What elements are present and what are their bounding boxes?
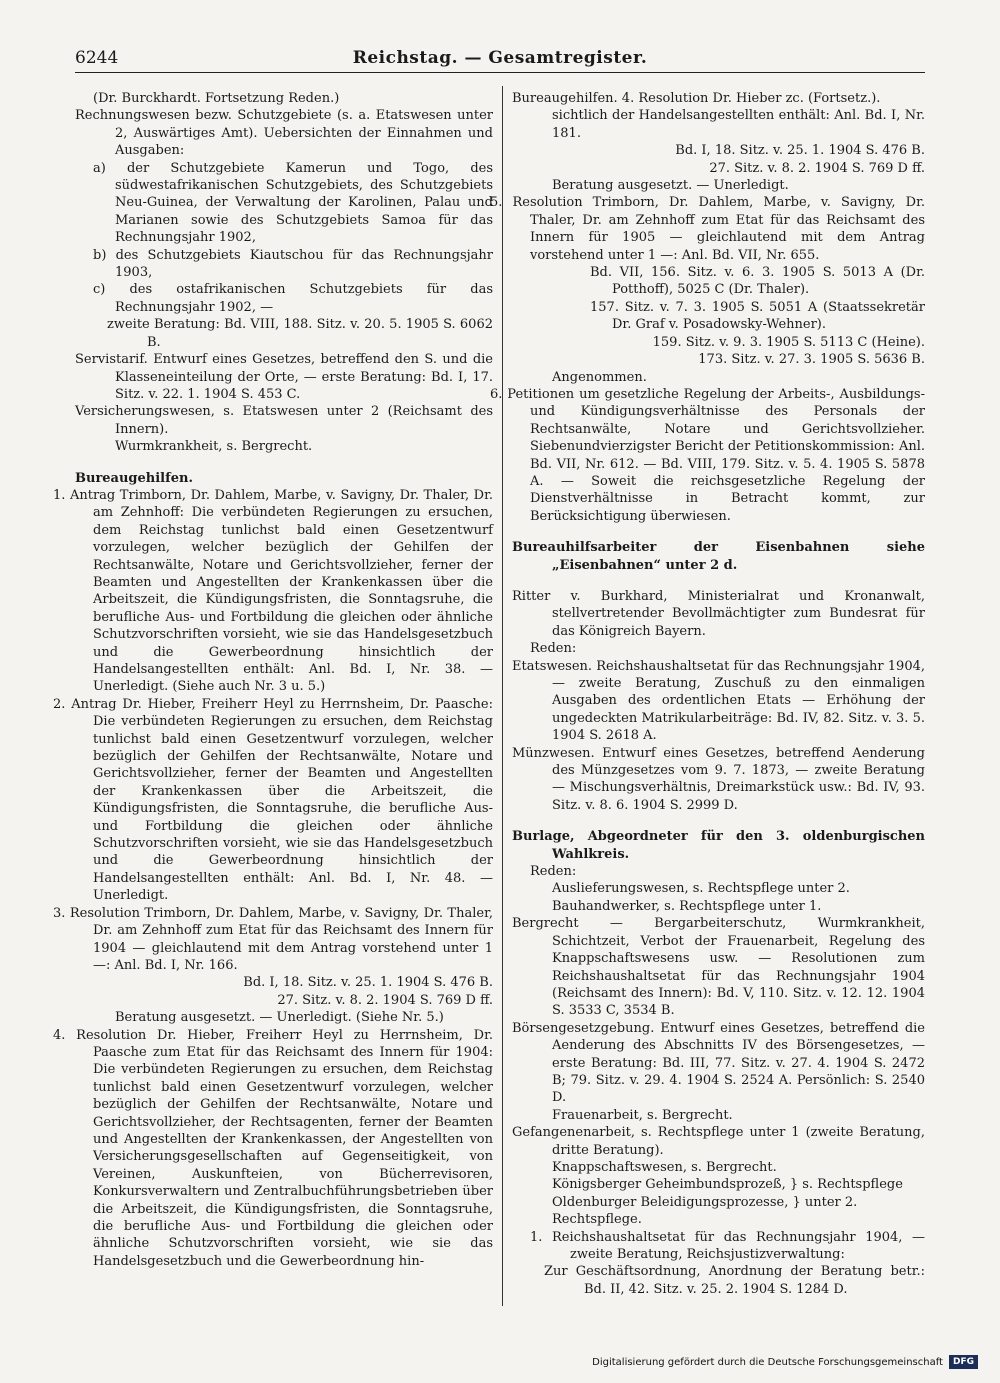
numbered-entry-1: 1. Reichshaushaltsetat für das Rechnungsjahr 1904, — zweite Beratung, Reichsjustizverwaltung: xyxy=(530,1229,925,1262)
reference-line: 173. Sitz. v. 27. 3. 1905 S. 5636 B. xyxy=(698,352,925,368)
reference-line: Zur Geschäftsordnung, Anordnung der Beratung betr.: Bd. II, 42. Sitz. v. 25. 2. 1904 S. 1284 D. xyxy=(544,1264,925,1297)
continuation-heading: Bureaugehilfen. 4. Resolution Dr. Hieber zc. (Fortsetz.). xyxy=(512,91,881,106)
speech-entry: Knappschaftswesen, s. Bergrecht. xyxy=(552,1159,777,1175)
continued-text: sichtlich der Handelsangestellten enthält: Anl. Bd. I, Nr. 181. xyxy=(552,108,925,141)
status-line: Beratung ausgesetzt. — Unerledigt. xyxy=(552,178,789,194)
reference-line: Bd. VII, 156. Sitz. v. 6. 3. 1905 S. 5013 A (Dr. Potthoff), 5025 C (Dr. Thaler). xyxy=(590,265,925,298)
speech-entry: Börsengesetzgebung. Entwurf eines Gesetzes, betreffend die Aenderung des Abschnitts IV des Börsengesetzes, — erste Beratung: Bd. III, 77. Sitz. v. 27. 4. 1904 S. 2472 B; 79. Sitz. v. 29. 4. 1904 S. 2524 A. Persönlich: S. 2540 D. xyxy=(512,1020,925,1106)
subentry-b: b) des Schutzgebiets Kiautschou für das Rechnungsjahr 1903, xyxy=(93,247,493,281)
entry-versicherungswesen: Versicherungswesen, s. Etatswesen unter 2 (Reichsamt des Innern). xyxy=(75,404,493,437)
continuation-heading: (Dr. Burckhardt. Fortsetzung Reden.) xyxy=(93,91,340,106)
speech-entry: Gefangenenarbeit, s. Rechtspflege unter 1 (zweite Beratung, dritte Beratung). xyxy=(512,1125,925,1158)
footer xyxy=(592,1355,978,1369)
numbered-entry-4: 4. Resolution Dr. Hieber, Freiherr Heyl zu Herrnsheim, Dr. Paasche zum Etat für das Reichsamt des Innern für 1904: Die verbündeten Regierungen zu ersuchen, dem Reichstag tunlichst bald einen Gesetzentwurf vorzulegen, welcher bezüglich der Gehilfen der Rechtsanwälte, Notare und Gerichtsvollzieher, der Rechtsagenten, ferner der Beamten und Angestellten der Krankenkassen, der Angestellten von Versicherungsgesellschaften auf Gegenseitigkeit, von Vereinen, Auskunfteien, von Bücherrevisoren, Konkursverwaltern und Zentralbuchführungsbetrieben über die Arbeitszeit, die Kündigungsfristen, die Sonntagsruhe, die berufliche Aus- und Fortbildung die gleichen oder ähnliche Schutzvorschriften vorsieht, wie sie das Handelsgesetzbuch und die Gewerbeordnung hin- xyxy=(53,1027,493,1269)
speech-entry: Frauenarbeit, s. Bergrecht. xyxy=(552,1107,733,1123)
status-line: Angenommen. xyxy=(552,369,647,385)
page-header xyxy=(75,44,925,74)
speech-entry: Bergrecht — Bergarbeiterschutz, Wurmkrankheit, Schichtzeit, Verbot der Frauenarbeit, Regelung des Knappschaftswesens usw. — Resolutionen zum Reichshaushaltsetat für das Rechnungsjahr 1904 (Reichsamt des Innern): Bd. V, 110. Sitz. v. 12. 12. 1904 S. 3533 C, 3534 B. xyxy=(512,916,925,1019)
subentry-a: a) der Schutzgebiete Kamerun und Togo, des südwestafrikanischen Schutzgebiets, des Schutzgebiets Neu-Guinea, der Verwaltung der Karolinen, Palau und Marianen sowie des Schutzgebiets Samoa für das Rechnungsjahr 1902, xyxy=(93,160,493,246)
subheading-reden: Reden: xyxy=(530,641,577,657)
speech-entry: Königsberger Geheimbundsprozeß, } s. Rechtspflege xyxy=(552,1177,903,1193)
reference-line: 159. Sitz. v. 9. 3. 1905 S. 5113 C (Heine). xyxy=(652,334,925,350)
entry-bureauhilfsarbeiter: Bureauhilfsarbeiter der Eisenbahnen siehe „Eisenbahnen“ unter 2 d. xyxy=(512,540,925,573)
speech-entry: Rechtspflege. xyxy=(552,1212,642,1228)
status-line: Beratung ausgesetzt. — Unerledigt. (Siehe Nr. 5.) xyxy=(115,1010,444,1026)
speech-entry: Etatswesen. Reichshaushaltsetat für das Rechnungsjahr 1904, — zweite Beratung, Zuschuß zu den einmaligen Ausgaben des ordentlichen Etats — Erhöhung der ungedeckten Matrikularbeiträge: Bd. IV, 82. Sitz. v. 3. 5. 1904 S. 2618 A. xyxy=(512,658,925,744)
column-divider xyxy=(502,86,503,1306)
numbered-entry-5: 5. Resolution Trimborn, Dr. Dahlem, Marbe, v. Savigny, Dr. Thaler, Dr. am Zehnhoff zum Etat für das Reichsamt des Innern für 1905 — gleichlautend mit dem Antrag vorstehend unter 1 —: Anl. Bd. VII, Nr. 655. xyxy=(490,195,925,263)
spacer xyxy=(512,574,925,588)
reference-line: zweite Beratung: Bd. VIII, 188. Sitz. v. 20. 5. 1905 S. 6062 B. xyxy=(107,317,493,350)
subheading-reden: Reden: xyxy=(530,864,577,880)
reference-line: 27. Sitz. v. 8. 2. 1904 S. 769 D ff. xyxy=(277,992,493,1008)
spacer xyxy=(512,814,925,828)
header-rule xyxy=(75,72,925,73)
entry-wurmkrankheit: Wurmkrankheit, s. Bergrecht. xyxy=(115,439,313,455)
numbered-entry-2: 2. Antrag Dr. Hieber, Freiherr Heyl zu Herrnsheim, Dr. Paasche: Die verbündeten Regierungen zu ersuchen, dem Reichstag tunlichst bald einen Gesetzentwurf vorzulegen, welcher bezüglich der Gehilfen der Rechtsanwälte, Notare und Gerichtsvollzieher, ferner der Beamten und Angestellten der Krankenkassen über die Arbeitszeit, die Kündigungsfristen, die Sonntagsruhe, die berufliche Aus- und Fortbildung die gleichen oder ähnliche Schutzvorschriften vorsieht, wie sie das Handelsgesetzbuch und die Gewerbeordnung hinsichtlich der Handelsangestellten enthält: Anl. Bd. I, Nr. 48. — Unerledigt. xyxy=(53,696,493,904)
speech-entry: Oldenburger Beleidigungsprozesse, } unter 2. xyxy=(552,1194,858,1210)
page-title: Reichstag. — Gesamtregister. xyxy=(352,48,648,68)
speech-entry: Münzwesen. Entwurf eines Gesetzes, betreffend Aenderung des Münzgesetzes vom 9. 7. 1873, — zweite Beratung — Mischungsverhältnis, Dreimarkstück usw.: Bd. IV, 93. Sitz. v. 8. 6. 1904 S. 2999 D. xyxy=(512,745,925,813)
numbered-entry-1: 1. Antrag Trimborn, Dr. Dahlem, Marbe, v. Savigny, Dr. Thaler, Dr. am Zehnhoff: Die verbündeten Regierungen zu ersuchen, dem Reichstag tunlichst bald einen Gesetzentwurf vorzulegen, welcher bezüglich der Gehilfen der Rechtsanwälte, Notare und Gerichtsvollzieher, ferner der Beamten und Angestellten der Krankenkassen über die Arbeitszeit, die Kündigungsfristen, die Sonntagsruhe, die berufliche Aus- und Fortbildung die gleichen oder ähnliche Schutzvorschriften vorsieht, wie sie das Handelsgesetzbuch und die Gewerbeordnung hinsichtlich der Handelsangestellten enthält: Anl. Bd. I, Nr. 38. — Unerledigt. (Siehe auch Nr. 3 u. 5.) xyxy=(53,487,493,695)
entry-servistarif: Servistarif. Entwurf eines Gesetzes, betreffend den S. und die Klasseneinteilung der Orte, — erste Beratung: Bd. I, 17. Sitz. v. 22. 1. 1904 S. 453 C. xyxy=(75,352,493,402)
speech-entry: Bauhandwerker, s. Rechtspflege unter 1. xyxy=(552,898,822,914)
right-column xyxy=(490,90,925,1298)
page-number: 6244 xyxy=(75,48,119,68)
numbered-entry-3: 3. Resolution Trimborn, Dr. Dahlem, Marbe, v. Savigny, Dr. Thaler, Dr. am Zehnhoff zum Etat für das Reichsamt des Innern für 1904 — gleichlautend mit dem Antrag vorstehend unter 1 —: Anl. Bd. I, Nr. 166. xyxy=(53,905,493,973)
numbered-entry-6: 6. Petitionen um gesetzliche Regelung der Arbeits-, Ausbildungs- und Kündigungsverhältnisse des Personals der Rechtsanwälte, Notare und Gerichtsvollzieher. Siebenundvierzigster Bericht der Petitionskommission: Anl. Bd. VII, Nr. 612. — Bd. VIII, 179. Sitz. v. 5. 4. 1905 S. 5878 A. — Soweit die reichsgesetzliche Regelung der Dienstverhältnisse in Betracht kommt, zur Berücksichtigung überwiesen. xyxy=(490,386,925,524)
spacer xyxy=(75,456,493,470)
speech-entry: Auslieferungswesen, s. Rechtspflege unter 2. xyxy=(552,881,850,897)
reference-line: 157. Sitz. v. 7. 3. 1905 S. 5051 A (Staatssekretär Dr. Graf v. Posadowsky-Wehner). xyxy=(590,299,925,333)
entry-burkhard: Ritter v. Burkhard, Ministerialrat und Kronanwalt, stellvertretender Bevollmächtigter zum Bundesrat für das Königreich Bayern. xyxy=(512,588,925,639)
left-column xyxy=(53,90,493,1270)
reference-line: Bd. I, 18. Sitz. v. 25. 1. 1904 S. 476 B. xyxy=(243,975,493,991)
entry-burlage: Burlage, Abgeordneter für den 3. oldenburgischen Wahlkreis. xyxy=(512,829,925,862)
entry-rechnungswesen: Rechnungswesen bezw. Schutzgebiete (s. a. Etatswesen unter 2, Auswärtiges Amt). Uebersichten der Einnahmen und Ausgaben: xyxy=(75,108,493,159)
dfg-logo: DFG xyxy=(949,1355,978,1369)
section-heading-bureaugehilfen: Bureaugehilfen. xyxy=(75,470,193,486)
reference-line: 27. Sitz. v. 8. 2. 1904 S. 769 D ff. xyxy=(709,160,925,176)
spacer xyxy=(512,525,925,539)
reference-line: Bd. I, 18. Sitz. v. 25. 1. 1904 S. 476 B. xyxy=(675,143,925,159)
footer-text: Digitalisierung gefördert durch die Deutsche Forschungsgemeinschaft xyxy=(592,1356,943,1368)
subentry-c: c) des ostafrikanischen Schutzgebiets für das Rechnungsjahr 1902, — xyxy=(93,282,493,315)
